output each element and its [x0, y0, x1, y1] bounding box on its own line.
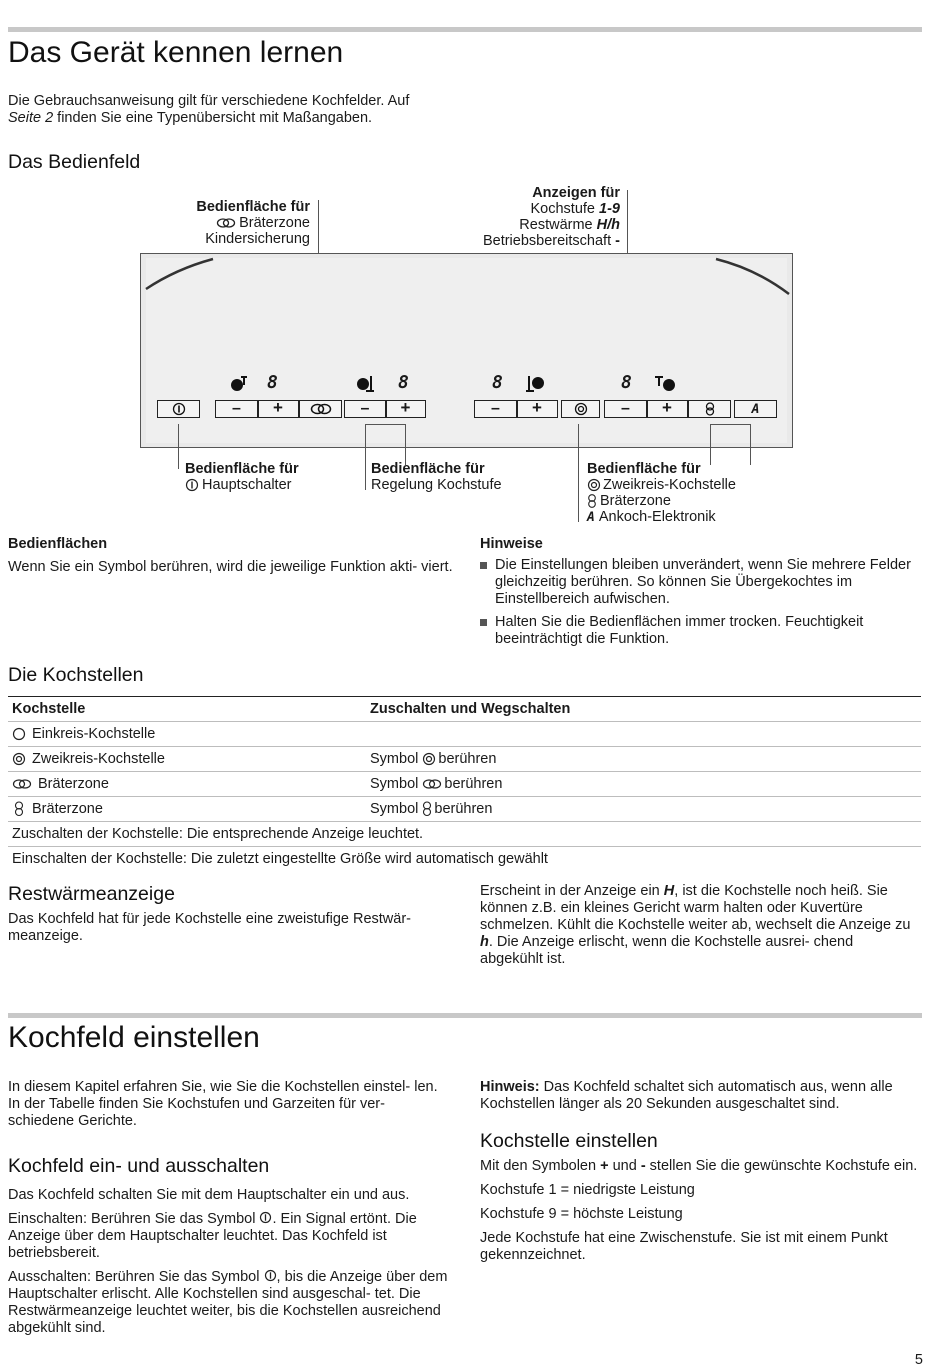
zone-indicator-rear-left-icon — [355, 372, 381, 394]
power-icon — [185, 478, 199, 492]
list-item: Die Einstellungen bleiben unverändert, wenn Sie mehrere Felder gleichzeitig berühren. So können Sie Übergekochtes im Einstellbereich aufwischen. — [480, 557, 920, 608]
section-rule — [8, 1013, 922, 1018]
double-circle-icon — [574, 402, 588, 416]
table-row: Zweikreis-Kochstelle Symbol berühren — [8, 747, 921, 772]
restwaerme-left: Das Kochfeld hat für jede Kochstelle eine zweistufige Restwär- meanzeige. — [8, 911, 411, 944]
top-rule — [8, 27, 922, 32]
kochstellen-table — [8, 696, 921, 871]
stepper-front-right — [604, 400, 688, 418]
stepper-rear-right — [474, 400, 558, 418]
table-row: Bräterzone Symbol berühren — [8, 772, 921, 797]
einstellen-title: Kochstelle einstellen — [480, 1130, 658, 1152]
single-circle-icon — [12, 727, 26, 741]
plus-button[interactable]: + — [662, 398, 672, 417]
double-circle-icon — [587, 478, 601, 492]
power-icon — [172, 402, 186, 416]
bedienfeld-title: Das Bedienfeld — [8, 151, 141, 173]
autoboil-letter: A — [751, 402, 760, 417]
vertical-oval-zone-icon — [422, 801, 432, 817]
plus-button[interactable]: + — [532, 398, 542, 417]
callout-functions: Bedienfläche für Zweikreis-Kochstelle Bräterzone A Ankoch-Elektronik — [587, 461, 736, 525]
intro-text: Die Gebrauchsanweisung gilt für verschiedene Kochfelder. Auf Seite 2 finden Sie eine Typenübersicht mit Maßangaben. — [8, 93, 410, 126]
table-row: Zuschalten der Kochstelle: Die entsprechende Anzeige leuchtet. — [8, 822, 921, 847]
autoboil-button[interactable] — [734, 400, 777, 418]
section2-hinweis: Hinweis: Das Kochfeld schaltet sich automatisch aus, wenn alle Kochstellen länger als 20 Sekunden ausgeschaltet sind. — [480, 1079, 893, 1112]
oval-zone-icon — [12, 779, 32, 789]
display-digit: 8 — [267, 372, 278, 393]
minus-button[interactable]: – — [232, 400, 241, 417]
minus-button[interactable]: – — [621, 400, 630, 417]
section2-intro: In diesem Kapitel erfahren Sie, wie Sie die Kochstellen einstel- len. In der Tabelle finden Sie Kochstufen und Garzeiten für ver- schiedene Gerichte. — [8, 1079, 438, 1129]
callout-regelung: Bedienfläche für Regelung Kochstufe — [371, 461, 502, 493]
braeter-zone-button[interactable] — [688, 400, 731, 418]
minus-button[interactable]: – — [360, 400, 370, 417]
zone-indicator-front-left-icon — [227, 372, 253, 394]
power-icon — [264, 1269, 277, 1282]
main-switch-button[interactable] — [157, 400, 200, 418]
double-circle-icon — [422, 752, 436, 766]
stepper-rear-left — [344, 400, 426, 418]
burner-arcs — [141, 254, 792, 447]
restwaerme-title: Restwärmeanzeige — [8, 883, 175, 905]
plus-button[interactable]: + — [273, 398, 283, 417]
minus-button[interactable]: – — [491, 400, 500, 417]
plus-button[interactable]: + — [400, 398, 411, 417]
double-circle-icon — [12, 752, 26, 766]
display-digit: 8 — [492, 372, 503, 393]
callout-left: Bedienfläche für Bräterzone Kindersicherung — [196, 199, 310, 247]
einstellen-text: Mit den Symbolen + und - stellen Sie die gewünschte Kochstufe ein. Kochstufe 1 = niedrigste Leistung Kochstufe 9 = höchste Leistung Jede Kochstufe hat eine Zwischenstufe. Sie ist mit einem Punkt gekennzeichnet. — [480, 1158, 918, 1263]
oval-zone-icon — [216, 218, 236, 228]
vertical-oval-zone-icon — [704, 402, 716, 416]
zone-indicator-front-right-icon — [653, 372, 679, 394]
braeter-lock-button[interactable] — [299, 400, 342, 418]
stepper-front-left — [215, 400, 299, 418]
oval-zone-icon — [422, 779, 442, 789]
einaus-text: Das Kochfeld schalten Sie mit dem Hauptschalter ein und aus. Einschalten: Berühren Sie das Symbol . Ein Signal ertönt. Die Anzeige über dem Hauptschalter leuchtet. Das Kochfeld ist betriebsbereit. Ausschalten: Berühren Sie das Symbol , bis die Anzeige über dem Hauptschalter erlischt. Alle Kochstellen sind ausgeschal- tet. Die Restwärmeanzeige leuchtet weiter, bis die Kochstellen ausreichend abgekühlt sind. — [8, 1187, 448, 1336]
table-header: Kochstelle Zuschalten und Wegschalten — [8, 697, 921, 722]
callout-right: Anzeigen für Kochstufe 1-9 Restwärme H/h Betriebsbereitschaft - — [482, 185, 620, 249]
zone-indicator-rear-right-icon — [524, 372, 550, 394]
list-item: Halten Sie die Bedienflächen immer trocken. Feuchtigkeit beeinträchtigt die Funktion. — [480, 614, 920, 648]
table-row: Einkreis-Kochstelle — [8, 722, 921, 747]
page-number: 5 — [914, 1352, 923, 1368]
section2-title: Kochfeld einstellen — [8, 1021, 260, 1054]
kochstellen-title: Die Kochstellen — [8, 664, 144, 686]
vertical-oval-zone-icon — [587, 494, 597, 508]
display-digit: 8 — [398, 372, 409, 393]
bedienflaechen-block: Bedienflächen Wenn Sie ein Symbol berühren, wird die jeweilige Funktion akti- viert. — [8, 536, 453, 575]
dual-circuit-button[interactable] — [561, 400, 600, 418]
einaus-title: Kochfeld ein- und ausschalten — [8, 1155, 270, 1177]
power-icon — [259, 1211, 272, 1224]
callout-main-switch: Bedienfläche für Hauptschalter — [185, 461, 299, 493]
hinweise-block: Hinweise Die Einstellungen bleiben unverändert, wenn Sie mehrere Felder gleichzeitig berühren. So können Sie Übergekochtes im Einstellbereich aufwischen. Halten Sie die Bedienflächen immer trocken. Feuchtigkeit beeinträchtigt die Funktion. — [480, 536, 920, 648]
display-digit: 8 — [621, 372, 632, 393]
restwaerme-right: Erscheint in der Anzeige ein H, ist die Kochstelle noch heiß. Sie können z.B. ein kleines Gericht warm halten oder Kuvertüre schmelzen. Kühlt die Kochstelle weiter ab, wechselt die Anzeige zu h. Die Anzeige erlischt, wenn die Kochstelle ausrei- chend abgekühlt ist. — [480, 883, 911, 967]
control-panel-diagram — [140, 253, 793, 448]
table-row: Einschalten der Kochstelle: Die zuletzt eingestellte Größe wird automatisch gewählt — [12, 851, 548, 867]
oval-zone-icon — [309, 402, 333, 416]
table-row: Bräterzone Symbol berühren — [8, 797, 921, 822]
vertical-oval-zone-icon — [12, 801, 26, 817]
page-title: Das Gerät kennen lernen — [8, 36, 344, 69]
